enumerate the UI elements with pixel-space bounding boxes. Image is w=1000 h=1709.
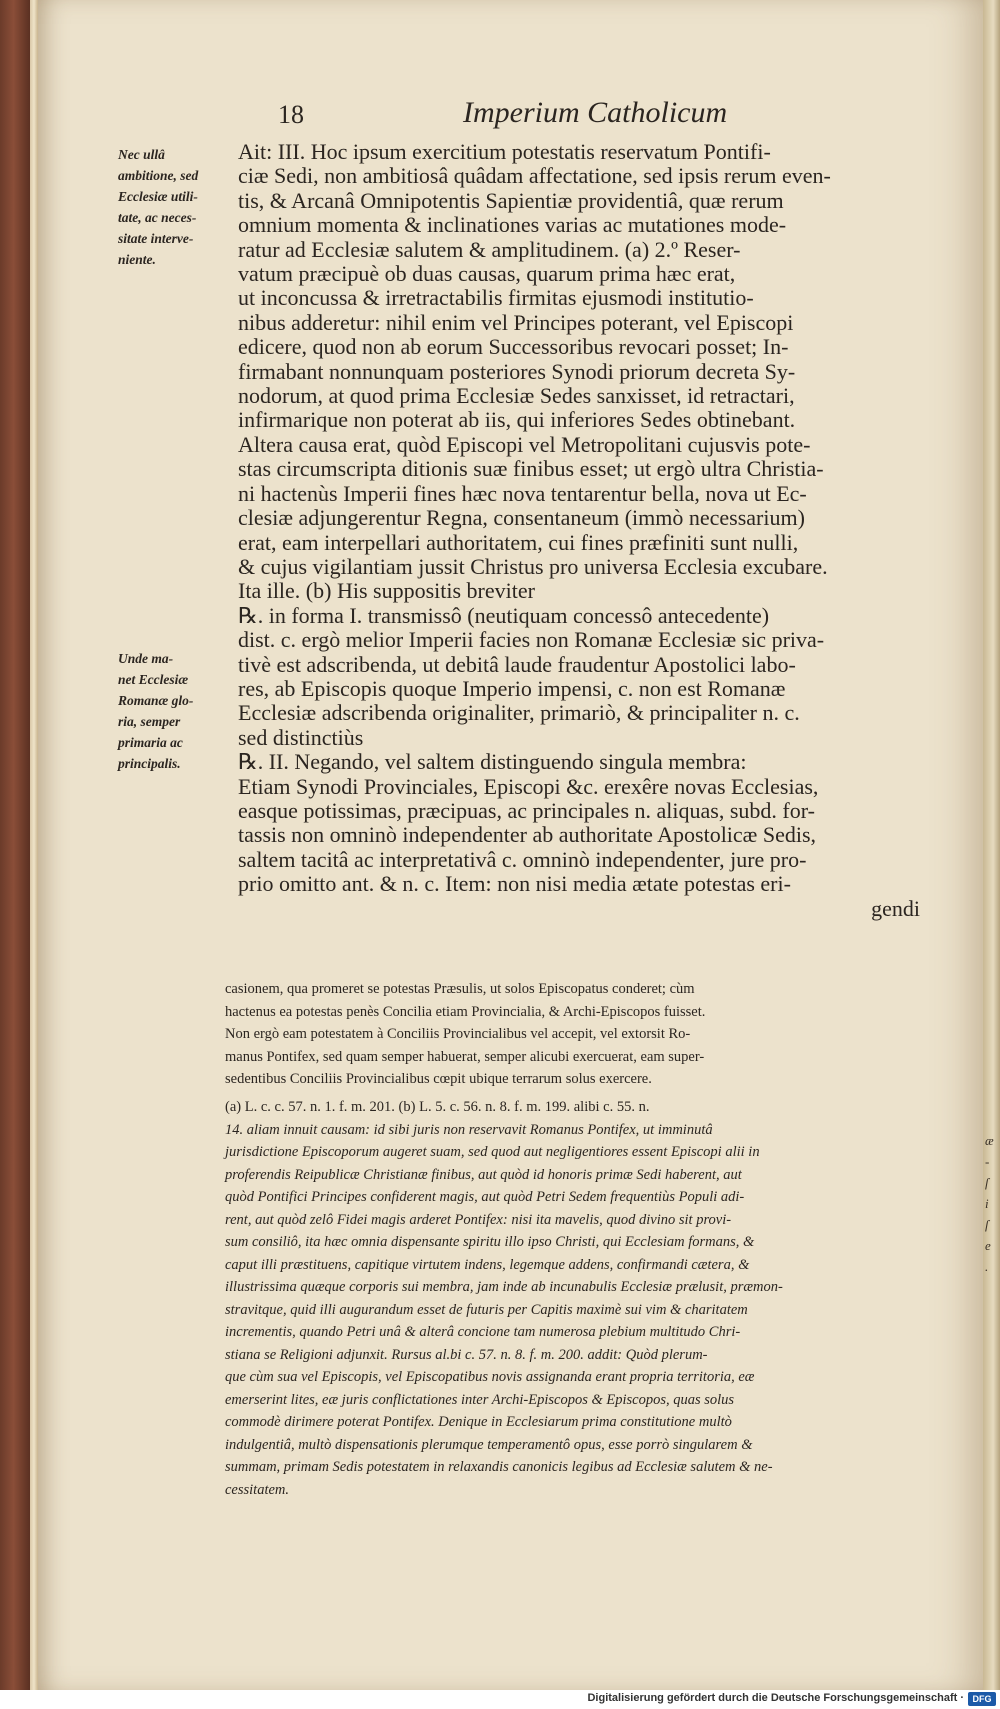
fragment: i: [985, 1196, 989, 1211]
footnote-line: stravitque, quid illi augurandum esset de futuris per Capitis maximè sui vim & charitatem: [225, 1301, 748, 1318]
fragment: æ: [985, 1133, 994, 1148]
text-line: & cujus vigilantiam jussit Christus pro universa Ecclesia excubare.: [238, 553, 828, 579]
text-line: sed distinctiùs: [238, 724, 364, 750]
text-line: vatum præcipuè ob duas causas, quarum prima hæc erat,: [238, 261, 736, 287]
running-title: Imperium Catholicum: [463, 96, 728, 129]
funding-notice: Digitalisierung gefördert durch die Deutsche Forschungsgemeinschaft ·: [587, 1692, 964, 1704]
digitization-footer: [0, 1690, 1000, 1709]
text-line: res, ab Episcopis quoque Imperio impensi, c. non est Romanæ: [238, 675, 786, 701]
footnote-line: cessitatem.: [225, 1481, 290, 1498]
text-line: Ecclesiæ adscribenda originaliter, primariò, & principaliter n. c.: [238, 700, 800, 726]
text-line: nibus adderetur: nihil enim vel Principes poterant, vel Episcopi: [238, 309, 794, 335]
text-line: ℞. in forma I. transmissô (neutiquam concessô antecedente): [238, 602, 770, 628]
text-line: nodorum, at quod prima Ecclesiæ Sedes sanxisset, id retractari,: [238, 383, 795, 409]
text-line: ratur ad Ecclesiæ salutem & amplitudinem. (a) 2.º Reser-: [238, 236, 741, 262]
footnote-line: emerserint lites, eæ juris conflictationes inter Archi-Episcopos & Episcopos, quas solus: [225, 1391, 735, 1408]
text-line: firmabant nonnunquam posteriores Synodi priorum decreta Sy-: [238, 358, 796, 384]
text-line: erat, eam interpellari authoritatem, cui fines præfiniti sunt nulli,: [238, 529, 799, 555]
quote-line: sedentibus Conciliis Provincialibus cœpit ubique terrarum solus exercere.: [225, 1071, 652, 1087]
footnote-line: proferendis Reipublicæ Christianæ finibus, aut quòd id honoris primæ Sedi haberent, aut: [225, 1166, 742, 1183]
text-line: tassis non omninò independenter ab authoritate Apostolicæ Sedis,: [238, 822, 817, 848]
footnote-line: incrementis, quando Petri unâ & alterâ concione tam numerosa plebium multitudo Chri-: [225, 1324, 741, 1340]
margin-note-line: tate, ac neces-: [118, 210, 197, 225]
quote-line: Non ergò eam potestatem à Conciliis Provincialibus vel accepit, vel extorsit Ro-: [225, 1026, 691, 1042]
footnote-line: 14. aliam innuit causam: id sibi juris non reservavit Romanus Pontifex, ut imminutâ: [225, 1121, 713, 1138]
text-line: Altera causa erat, quòd Episcopi vel Metropolitani cujusvis pote-: [238, 431, 811, 457]
margin-note-line: Unde ma-: [118, 651, 174, 666]
text-line: ℞. II. Negando, vel saltem distinguendo singula membra:: [238, 749, 747, 775]
text-line: tivè est adscribenda, ut debitâ laude fraudentur Apostolici labo-: [238, 651, 796, 677]
margin-note-1: [118, 144, 236, 270]
margin-note-line: net Ecclesiæ: [118, 672, 189, 687]
text-line: Ait: III. Hoc ipsum exercitium potestatis reservatum Pontifi-: [238, 139, 771, 164]
text-line: saltem tacitâ ac interpretativâ c. omninò independenter, jure pro-: [238, 846, 807, 872]
fragment: .: [985, 1259, 989, 1274]
fragment: ſ: [985, 1175, 989, 1190]
footnote-line: stiana se Religioni adjunxit. Rursus al.bi c. 57. n. 8. f. m. 200. addit: Quòd plerum-: [225, 1346, 708, 1363]
catchword: gendi: [871, 895, 920, 921]
margin-note-line: Nec ullâ: [118, 147, 165, 162]
margin-note-line: principalis.: [118, 756, 181, 771]
quote-line: hactenus ea potestas penès Concilia etiam Provincialia, & Archi-Episcopos fuisset.: [225, 1003, 706, 1020]
margin-note-line: ria, semper: [118, 714, 181, 729]
margin-note-line: Romanæ glo-: [118, 693, 194, 708]
text-line: stas circumscripta ditionis suæ finibus esset; ut ergò ultra Christia-: [238, 456, 824, 482]
footnote-line: que cùm sua vel Episcopis, vel Episcopatibus novis assignanda erant propria territoria, eæ: [225, 1369, 755, 1385]
footnote-line: sum consiliô, ita hæc omnia dispensante spiritu illo ipso Christi, qui Ecclesiam formans, &: [225, 1234, 755, 1250]
fragment: e: [985, 1238, 991, 1253]
page-stack-right: [983, 0, 1000, 1690]
text-line: infirmarique non poterat ab iis, qui inferiores Sedes obtinebant.: [238, 407, 796, 433]
text-line: Etiam Synodi Provinciales, Episcopi &c. erexêre novas Ecclesias,: [238, 773, 819, 799]
text-line: clesiæ adjungerentur Regna, consentaneum (immò necessarium): [238, 505, 805, 531]
text-line: tis, & Arcanâ Omnipotentis Sapientiæ providentiâ, quæ rerum: [238, 187, 784, 213]
main-text: [238, 140, 948, 921]
book-cover-edge: [0, 0, 30, 1709]
margin-note-2: [118, 648, 236, 774]
page-stack-left: [30, 0, 38, 1709]
text-line: Ita ille. (b) His suppositis breviter: [238, 578, 535, 604]
adjacent-page-fragments: [985, 1130, 999, 1277]
margin-note-line: ambitione, sed: [118, 168, 199, 183]
text-line: ni hactenùs Imperii fines hæc nova tentarentur bella, nova ut Ec-: [238, 480, 807, 506]
footnote-line: caput illi præstituens, capitique virtutem indens, legemque addens, confirmandi cætera, &: [225, 1256, 750, 1273]
footnote-line: rent, aut quòd zelô Fidei magis arderet Pontifex: nisi ita mavelis, quod divino sit provi-: [225, 1211, 732, 1228]
margin-note-line: sitate interve-: [118, 231, 194, 246]
text-line: ut inconcussa & irretractabilis firmitas ejusmodi institutio-: [238, 285, 754, 311]
margin-note-line: primaria ac: [118, 735, 183, 750]
footnotes: [225, 1096, 955, 1501]
footnote-line: illustrissima quæque corporis sui membra, jam inde ab incunabulis Ecclesiæ prælusit, præmon-: [225, 1279, 783, 1295]
text-line: prio omitto ant. & n. c. Item: non nisi media ætate potestas eri-: [238, 871, 791, 897]
footnote-line: (a) L. c. c. 57. n. 1. f. m. 201. (b) L. 5. c. 56. n. 8. f. m. 199. alibi c. 55. n.: [225, 1099, 650, 1115]
text-line: easque potissimas, præcipuas, ac principales n. aliquas, subd. for-: [238, 797, 815, 823]
text-line: omnium momenta & inclinationes varias ac mutationes mode-: [238, 212, 787, 238]
page-number: 18: [278, 100, 304, 129]
footnote-line: summam, primam Sedis potestatem in relaxandis canonicis legibus ad Ecclesiæ salutem & ne-: [225, 1459, 773, 1475]
text-line: dist. c. ergò melior Imperii facies non Romanæ Ecclesiæ sic priva-: [238, 627, 825, 653]
dfg-logo: DFG: [968, 1692, 996, 1706]
margin-note-line: niente.: [118, 252, 156, 267]
footnote-line: commodè dirimere poterat Pontifex. Denique in Ecclesiarum prima constitutione multò: [225, 1414, 732, 1430]
quote-line: casionem, qua promeret se potestas Præsulis, ut solos Episcopatus conderet; cùm: [225, 981, 695, 997]
footnote-line: indulgentiâ, multò dispensationis plerumque temperamentô opus, esse porrò singularem &: [225, 1436, 753, 1453]
quote-line: manus Pontifex, sed quam semper habuerat, semper alicubi exercuerat, eam super-: [225, 1048, 705, 1065]
footnote-line: jurisdictione Episcoporum augeret suam, sed quod aut negligentiores essent Episcopi alii in: [225, 1144, 760, 1160]
quotation-block: [225, 978, 955, 1091]
page-header: [278, 96, 838, 136]
text-line: ciæ Sedi, non ambitiosâ quâdam affectatione, sed ipsis rerum even-: [238, 163, 831, 189]
footnote-line: quòd Pontifici Principes confiderent magis, aut quòd Petri Sedem frequentiùs Populi adi-: [225, 1189, 745, 1205]
fragment: ſ: [985, 1217, 989, 1232]
fragment: -: [985, 1154, 990, 1169]
margin-note-line: Ecclesiæ utili-: [118, 189, 198, 204]
text-line: edicere, quod non ab eorum Successoribus revocari posset; In-: [238, 334, 789, 360]
